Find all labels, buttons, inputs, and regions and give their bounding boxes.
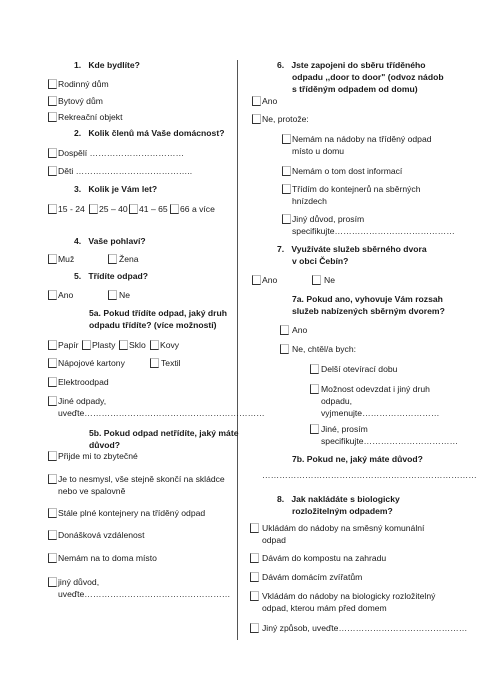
checkbox-smesny-odpad[interactable] bbox=[250, 523, 259, 533]
checkbox-q7a-ne[interactable] bbox=[280, 344, 289, 354]
label-rekreacni-objekt: Rekreační objekt bbox=[58, 112, 123, 122]
column-divider bbox=[237, 60, 238, 640]
label-kompost: Dávám do kompostu na zahradu bbox=[262, 553, 387, 563]
checkbox-zbytecne[interactable] bbox=[48, 451, 57, 461]
checkbox-rekreacni-objekt[interactable] bbox=[48, 112, 57, 122]
field-deti[interactable]: Děti ………………………………….. bbox=[58, 166, 193, 176]
checkbox-kovy[interactable] bbox=[150, 340, 159, 350]
label-zena: Žena bbox=[119, 254, 139, 264]
checkbox-q6-ano[interactable] bbox=[252, 96, 261, 106]
q1-title: 1. Kde bydlíte? bbox=[74, 60, 140, 70]
label-elektroodpad: Elektroodpad bbox=[58, 377, 109, 387]
checkbox-muz[interactable] bbox=[48, 254, 57, 264]
field-vyjmenujte[interactable]: vyjmenujte……………………… bbox=[321, 408, 440, 418]
label-donaskova-vzdalenost: Donášková vzdálenost bbox=[58, 530, 145, 540]
label-q7-ano: Ano bbox=[262, 275, 278, 285]
q7b-title: 7b. Pokud ne, jaký máte důvod? bbox=[292, 454, 423, 464]
checkbox-age-41-65[interactable] bbox=[129, 204, 138, 214]
checkbox-kompost[interactable] bbox=[250, 553, 259, 563]
checkbox-age-66[interactable] bbox=[170, 204, 179, 214]
checkbox-dospeli[interactable] bbox=[48, 148, 57, 158]
label-bio-nadoba-line2: odpad, kterou mám před domem bbox=[262, 603, 387, 613]
checkbox-nesmysl[interactable] bbox=[48, 474, 57, 484]
label-q7-ne: Ne bbox=[324, 275, 335, 285]
label-age-66: 66 a více bbox=[180, 204, 215, 214]
label-q7a-jine: Jiné, prosím bbox=[321, 424, 368, 434]
checkbox-sklo[interactable] bbox=[119, 340, 128, 350]
label-q6-jiny-duvod: Jiný důvod, prosím bbox=[292, 214, 365, 224]
q5a-title-line2: odpadu třídíte? (více možností) bbox=[89, 320, 217, 330]
label-nemam-misto-u-domu-line1: Nemám na nádoby na tříděný odpad bbox=[292, 134, 432, 144]
label-bio-nadoba-line1: Vkládám do nádoby na biologicky rozložitelný bbox=[262, 591, 436, 601]
label-textil: Textil bbox=[161, 358, 181, 368]
q7a-title-line2: služeb nabízených sběrným dvorem? bbox=[292, 306, 445, 316]
label-rodinny-dum: Rodinný dům bbox=[58, 79, 109, 89]
label-smesny-odpad-line1: Ukládám do nádoby na směsný komunální bbox=[262, 523, 425, 533]
q4-title: 4. Vaše pohlaví? bbox=[74, 236, 146, 246]
field-jiny-duvod[interactable]: uveďte…………………………………………… bbox=[58, 589, 231, 599]
checkbox-bytovy-dum[interactable] bbox=[48, 96, 57, 106]
label-jiny-duvod: jiný důvod, bbox=[58, 577, 100, 587]
checkbox-q5-ano[interactable] bbox=[48, 290, 57, 300]
label-age-41-65: 41 – 65 bbox=[139, 204, 168, 214]
checkbox-q6-jiny-duvod[interactable] bbox=[282, 214, 291, 224]
q6-title-line3: s tříděným odpadem od domu) bbox=[292, 84, 418, 94]
checkbox-nemam-misto[interactable] bbox=[48, 553, 57, 563]
checkbox-donaskova-vzdalenost[interactable] bbox=[48, 530, 57, 540]
checkbox-q5-ne[interactable] bbox=[108, 290, 117, 300]
checkbox-deti[interactable] bbox=[48, 166, 57, 176]
label-delsi-oteviraci-doba: Delší otevírací dobu bbox=[321, 364, 398, 374]
q5b-title-line2: důvod? bbox=[89, 440, 121, 450]
checkbox-plasty[interactable] bbox=[82, 340, 91, 350]
label-q5-ano: Ano bbox=[58, 290, 74, 300]
q6-title-line1: 6. Jste zapojeni do sběru tříděného bbox=[277, 60, 426, 70]
checkbox-elektroodpad[interactable] bbox=[48, 377, 57, 387]
checkbox-bio-nadoba[interactable] bbox=[250, 591, 259, 601]
q2-title: 2. Kolik členů má Vaše domácnost? bbox=[74, 128, 225, 138]
label-q7a-ano: Ano bbox=[292, 325, 308, 335]
field-q7b-duvod[interactable]: ………………………………………………………………… bbox=[262, 470, 477, 480]
q5a-title-line1: 5a. Pokud třídíte odpad, jaký druh bbox=[89, 308, 227, 318]
q3-title: 3. Kolik je Vám let? bbox=[74, 184, 158, 194]
checkbox-rodinny-dum[interactable] bbox=[48, 79, 57, 89]
label-sklo: Sklo bbox=[129, 340, 146, 350]
checkbox-q6-ne[interactable] bbox=[252, 114, 261, 124]
label-age-25-40: 25 – 40 bbox=[99, 204, 128, 214]
label-zbytecne: Přijde mi to zbytečné bbox=[58, 451, 138, 461]
checkbox-domaci-zvirata[interactable] bbox=[250, 572, 259, 582]
checkbox-age-15-24[interactable] bbox=[48, 204, 57, 214]
checkbox-textil[interactable] bbox=[150, 358, 159, 368]
label-nemam-misto-u-domu-line2: místo u domu bbox=[292, 146, 345, 156]
checkbox-zena[interactable] bbox=[108, 254, 117, 264]
checkbox-q7-ano[interactable] bbox=[252, 275, 261, 285]
label-q6-ano: Ano bbox=[262, 96, 278, 106]
label-age-15-24: 15 - 24 bbox=[58, 204, 85, 214]
q8-title-line1: 8. Jak nakládáte s biologicky bbox=[277, 494, 400, 504]
label-q5-ne: Ne bbox=[119, 290, 130, 300]
checkbox-q7a-jine[interactable] bbox=[310, 424, 319, 434]
label-tridim-do-kontejneru-line2: hnízdech bbox=[292, 196, 327, 206]
label-jine-odpady: Jiné odpady, bbox=[58, 396, 107, 406]
checkbox-q7-ne[interactable] bbox=[312, 275, 321, 285]
checkbox-nemam-informace[interactable] bbox=[282, 166, 291, 176]
field-q7a-specifikujte[interactable]: specifikujte…………………………… bbox=[321, 436, 459, 446]
field-jine-odpady[interactable]: uveďte……………………………………………………… bbox=[58, 408, 265, 418]
checkbox-jiny-druh-odpadu[interactable] bbox=[310, 384, 319, 394]
field-dospeli[interactable]: Dospělí …………………………… bbox=[58, 148, 185, 158]
checkbox-jine-odpady[interactable] bbox=[48, 396, 57, 406]
checkbox-papir[interactable] bbox=[48, 340, 57, 350]
label-q7a-ne: Ne, chtěl/a bych: bbox=[292, 344, 357, 354]
label-napojove-kartony: Nápojové kartony bbox=[58, 358, 125, 368]
q5b-title-line1: 5b. Pokud odpad netřídíte, jaký máte bbox=[89, 428, 239, 438]
field-q6-specifikujte[interactable]: specifikujte…………………………………… bbox=[292, 226, 455, 236]
q6-title-line2: odpadu ,,door to door" (odvoz nádob bbox=[292, 72, 444, 82]
checkbox-jiny-zpusob[interactable] bbox=[250, 623, 259, 633]
label-nesmysl-line2: nebo ve spalovně bbox=[58, 486, 126, 496]
checkbox-jiny-duvod[interactable] bbox=[48, 577, 57, 587]
q5-title: 5. Třídíte odpad? bbox=[74, 271, 149, 281]
label-nemam-misto: Nemám na to doma místo bbox=[58, 553, 157, 563]
checkbox-q7a-ano[interactable] bbox=[280, 325, 289, 335]
checkbox-plne-kontejnery[interactable] bbox=[48, 508, 57, 518]
checkbox-age-25-40[interactable] bbox=[89, 204, 98, 214]
label-jiny-druh-odpadu-line2: odpadu, bbox=[321, 396, 353, 406]
label-nesmysl-line1: Je to nesmysl, vše stejně skončí na skládce bbox=[58, 474, 225, 484]
label-nemam-informace: Nemám o tom dost informací bbox=[292, 166, 403, 176]
checkbox-nemam-misto-u-domu[interactable] bbox=[282, 134, 291, 144]
label-q6-ne: Ne, protože: bbox=[262, 114, 309, 124]
label-papir: Papír bbox=[58, 340, 79, 350]
q7-title-line1: 7. Využíváte služeb sběrného dvora bbox=[277, 244, 427, 254]
label-smesny-odpad-line2: odpad bbox=[262, 535, 286, 545]
label-kovy: Kovy bbox=[160, 340, 180, 350]
checkbox-tridim-do-kontejneru[interactable] bbox=[282, 184, 291, 194]
label-bytovy-dum: Bytový dům bbox=[58, 96, 103, 106]
label-tridim-do-kontejneru-line1: Třídím do kontejnerů na sběrných bbox=[292, 184, 421, 194]
label-muz: Muž bbox=[58, 254, 75, 264]
q8-title-line2: rozložitelným odpadem? bbox=[292, 506, 393, 516]
label-plasty: Plasty bbox=[92, 340, 116, 350]
q7-title-line2: v obci Čebín? bbox=[292, 256, 349, 266]
checkbox-napojove-kartony[interactable] bbox=[48, 358, 57, 368]
q7a-title-line1: 7a. Pokud ano, vyhovuje Vám rozsah bbox=[292, 294, 443, 304]
checkbox-delsi-oteviraci-doba[interactable] bbox=[310, 364, 319, 374]
label-domaci-zvirata: Dávám domácím zvířatům bbox=[262, 572, 363, 582]
label-jiny-druh-odpadu-line1: Možnost odevzdat i jiný druh bbox=[321, 384, 430, 394]
field-jiny-zpusob[interactable]: Jiný způsob, uveďte……………………………………… bbox=[262, 623, 468, 633]
label-plne-kontejnery: Stále plné kontejnery na tříděný odpad bbox=[58, 508, 206, 518]
